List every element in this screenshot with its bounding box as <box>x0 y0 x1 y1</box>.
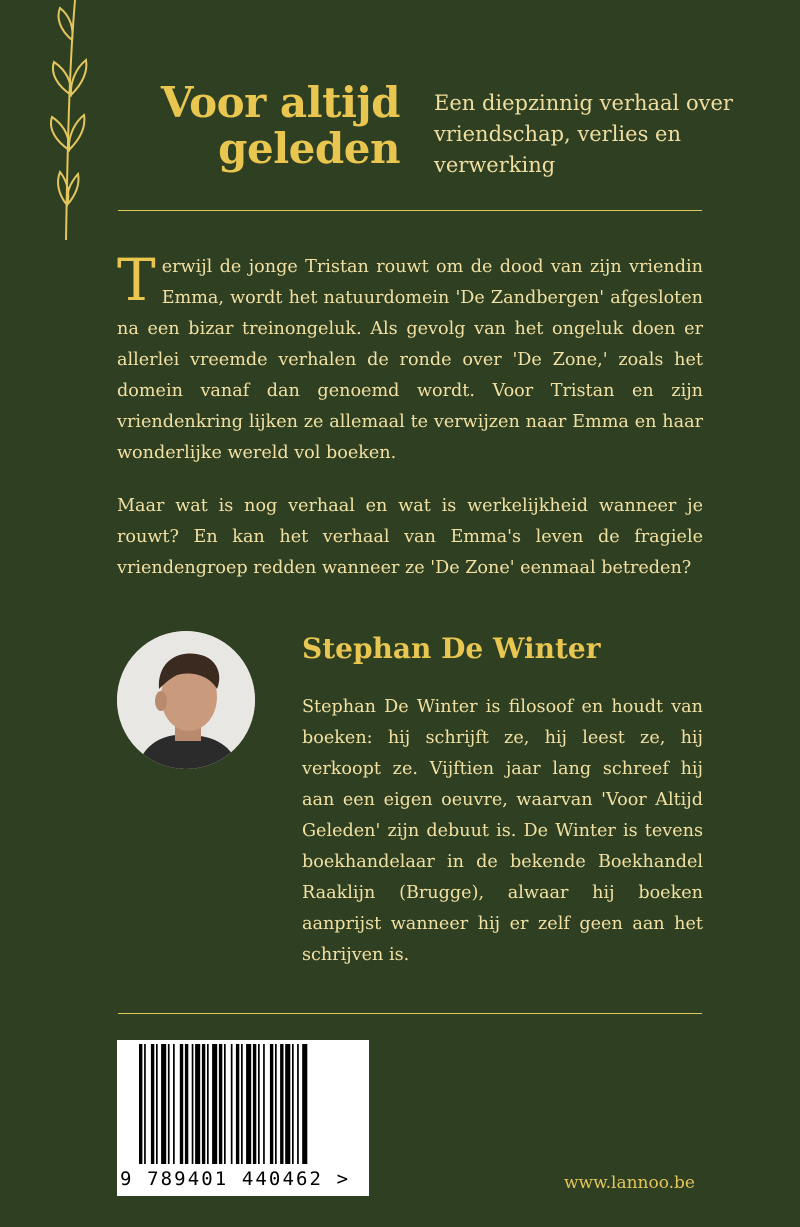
barcode-bar <box>236 1044 239 1164</box>
barcode-bar <box>280 1044 283 1164</box>
barcode-bar <box>144 1044 146 1164</box>
divider-bottom <box>118 1013 702 1014</box>
barcode-bar <box>185 1044 188 1164</box>
author-name: Stephan De Winter <box>302 632 601 665</box>
barcode-bar <box>207 1044 209 1164</box>
barcode-bar <box>161 1044 166 1164</box>
barcode-bar <box>231 1044 233 1164</box>
dropcap-letter: T <box>117 246 156 314</box>
barcode-bar <box>275 1044 277 1164</box>
barcode-bar <box>224 1044 226 1164</box>
book-title: Voor altijd geleden <box>160 78 400 173</box>
barcode-bar <box>180 1044 183 1164</box>
book-tagline: Een diepzinnig verhaal over vriendschap, verlies en verwerking <box>434 91 733 177</box>
barcode-bar <box>212 1044 217 1164</box>
author-portrait-icon <box>117 631 255 769</box>
publisher-website: www.lannoo.be <box>563 1173 695 1193</box>
blurb-paragraph-1 <box>117 246 703 469</box>
barcode-bar <box>219 1044 222 1164</box>
barcode-bar <box>258 1044 260 1164</box>
barcode-bar <box>151 1044 154 1164</box>
barcode-bar <box>173 1044 175 1164</box>
barcode-bar <box>168 1044 170 1164</box>
author-photo <box>117 631 255 769</box>
barcode <box>117 1040 369 1196</box>
barcode-bars <box>117 1040 369 1168</box>
barcode-bar <box>297 1044 299 1164</box>
barcode-bar <box>302 1044 307 1164</box>
barcode-bar <box>202 1044 205 1164</box>
isbn-number: 9 789401 440462 > <box>120 1168 351 1190</box>
barcode-bar <box>139 1044 142 1164</box>
blurb-paragraph-1-text: erwijl de jonge Tristan rouwt om de dood van zijn vriendin Emma, wordt het natuurdomein 'De Zandbergen' afgesloten na een bizar treinongeluk. Als gevolg van het ongeluk doen er allerlei vreemde verhalen de ronde over 'De Zone,' zoals het domein vanaf dan genoemd wordt. Voor Tristan en zijn vriendenkring lijken ze allemaal te verwijzen naar Emma en haar wonderlijke wereld vol boeken. <box>117 257 703 463</box>
blurb-paragraph-2: Maar wat is nog verhaal en wat is werkelijkheid wanneer je rouwt? En kan het verhaal van Emma's leven de fragiele vriendengroep redden wanneer ze 'De Zone' eenmaal betreden? <box>117 496 703 578</box>
divider-top <box>118 210 702 211</box>
barcode-bar <box>241 1044 243 1164</box>
barcode-bar <box>253 1044 256 1164</box>
barcode-bar <box>246 1044 251 1164</box>
barcode-bar <box>270 1044 273 1164</box>
barcode-bar <box>195 1044 200 1164</box>
barcode-bar <box>192 1044 194 1164</box>
barcode-bar <box>156 1044 158 1164</box>
barcode-bar <box>285 1044 290 1164</box>
author-bio: Stephan De Winter is filosoof en houdt van boeken: hij schrijft ze, hij leest ze, hij verkoopt ze. Vijftien jaar lang schreef hij aan een eigen oeuvre, waarvan 'Voor Altijd Geleden' zijn debuut is. De Winter is tevens boekhandelaar in de bekende Boekhandel Raaklijn (Brugge), alwaar hij boeken aanprijst wanneer hij er zelf geen aan het schrijven is. <box>302 697 703 965</box>
barcode-bar <box>263 1044 265 1164</box>
barcode-bar <box>292 1044 294 1164</box>
leaf-sprig-ornament <box>30 0 90 250</box>
